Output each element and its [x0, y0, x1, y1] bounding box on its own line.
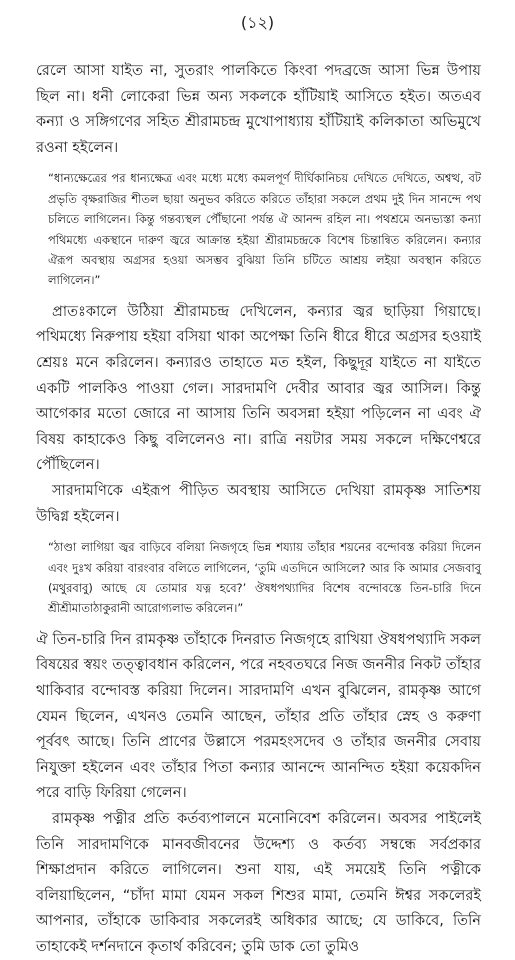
page-number: (১২) [240, 13, 275, 32]
page-content [36, 58, 481, 960]
spacer [36, 291, 481, 299]
quote-block-2: “ঠাণ্ডা লাগিয়া জ্বর বাড়িবে বলিয়া নিজগৃহে ভিন্ন শয্যায় তাঁহার শয়নের বন্দোবস্ত করিয়া দিলেন এবং দুঃখ করিয়া বারংবার বলিতে লাগিলেন, ‘তুমি এতদিনে আসিলে? আর কি আমার সেজবাবু (মথুরবাবু) আছে যে তোমার যত্ন হবে?’ ঔষধপথ্যাদির বিশেষ বন্দোবস্তে তিন-চারি দিনে শ্রীশ্রীমাতাঠাকুরানী আরোগ্যলাভ করিলেন।” [48, 540, 481, 616]
body-paragraph-4: ঐ তিন-চারি দিন রামকৃষ্ণ তাঁহাকে দিনরাত নিজগৃহে রাখিয়া ঔষধপথ্যাদি সকল বিষয়ের স্বয়ং তত্ত্বাবধান করিলেন, পরে নহবতঘরে নিজ জননীর নিকট তাঁহার থাকিবার বন্দোবস্ত করিয়া দিলেন। সারদামণি এখন বুঝিলেন, রামকৃষ্ণ আগে যেমন ছিলেন, এখনও তেমনি আছেন, তাঁহার প্রতি তাঁহার স্নেহ ও করুণা পূর্ববৎ আছে। তিনি প্রাণের উল্লাসে পরমহংসদেব ও তাঁহার জননীর সেবায় নিযুক্তা হইলেন এবং তাঁহার পিতা কন্যার আনন্দে আনন্দিত হইয়া কয়েকদিন পরে বাড়ি ফিরিয়া গেলেন। [36, 630, 481, 802]
spacer [36, 529, 481, 537]
spacer [36, 160, 481, 168]
body-paragraph-5: রামকৃষ্ণ পত্নীর প্রতি কর্তব্যপালনে মনোনিবেশ করিলেন। অবসর পাইলেই তিনি সারদামণিকে মানবজীবনের উদ্দেশ্য ও কর্তব্য সম্বন্ধে সর্বপ্রকার শিক্ষাপ্রদান করিতে লাগিলেন। শুনা যায়, এই সময়েই তিনি পত্নীকে বলিয়াছিলেন, “চাঁদা মামা যেমন সকল শিশুর মামা, তেমনি ঈশ্বর সকলেরই আপনার, তাঁহাকে ডাকিবার সকলেরই অধিকার আছে; যে ডাকিবে, তিনি তাহাকেই দর্শনদানে কৃতার্থ করিবেন; তুমি ডাক তো তুমিও [36, 809, 481, 955]
spacer [36, 619, 481, 627]
quote-block-1: “ধান্যক্ষেত্রের পর ধান্যক্ষেত্র এবং মধ্যে মধ্যে কমলপূর্ণ দীর্ঘিকানিচয় দেখিতে দেখিতে, অশ্বত্থ, বট প্রভৃতি বৃক্ষরাজির শীতল ছায়া অনুভব করিতে করিতে তাঁহারা সকলে প্রথম দুই দিন সানন্দে পথ চলিতে লাগিলেন। কিন্তু গন্তব্যস্থল পৌঁছানো পর্যন্ত ঐ আনন্দ রহিল না। পথশ্রমে অনভ্যস্তা কন্যা পথিমধ্যে একস্থানে দারুণ জ্বরে আক্রান্ত হইয়া শ্রীরামচন্দ্রকে বিশেষ চিন্তান্বিত করিলেন। কন্যার ঐরূপ অবস্থায় অগ্রসর হওয়া অসম্ভব বুঝিয়া তিনি চটিতে আশ্রয় লইয়া অবস্থান করিতে লাগিলেন।” [48, 171, 481, 288]
body-paragraph-3: সারদামণিকে এইরূপ পীড়িত অবস্থায় আসিতে দেখিয়া রামকৃষ্ণ সাতিশয় উদ্বিগ্ন হইলেন। [36, 481, 481, 525]
body-paragraph-1: রেলে আসা যাইত না, সুতরাং পালকিতে কিংবা পদব্রজে আসা ভিন্ন উপায় ছিল না। ধনী লোকেরা ভিন্ন অন্য সকলকে হাঁটিয়াই আসিতে হইত। অতএব কন্যা ও সঙ্গিগণের সহিত শ্রীরামচন্দ্র মুখোপাধ্যায় হাঁটিয়াই কলিকাতা অভিমুখে রওনা হইলেন। [36, 62, 481, 156]
body-paragraph-2: প্রাতঃকালে উঠিয়া শ্রীরামচন্দ্র দেখিলেন, কন্যার জ্বর ছাড়িয়া গিয়াছে। পথিমধ্যে নিরুপায় হইয়া বসিয়া থাকা অপেক্ষা তিনি ধীরে ধীরে অগ্রসর হওয়াই শ্রেয়ঃ মনে করিলেন। কন্যারও তাহাতে মত হইল, কিছুদূর যাইতে না যাইতে একটি পালকিও পাওয়া গেল। সারদামণি দেবীর আবার জ্বর আসিল। কিন্তু আগেকার মতো জোরে না আসায় তিনি অবসন্না হইয়া পড়িলেন না এবং ঐ বিষয় কাহাকেও কিছু বলিলেনও না। রাত্রি নয়টার সময় সকলে দক্ষিণেশ্বরে পৌঁছিলেন। [36, 302, 481, 474]
